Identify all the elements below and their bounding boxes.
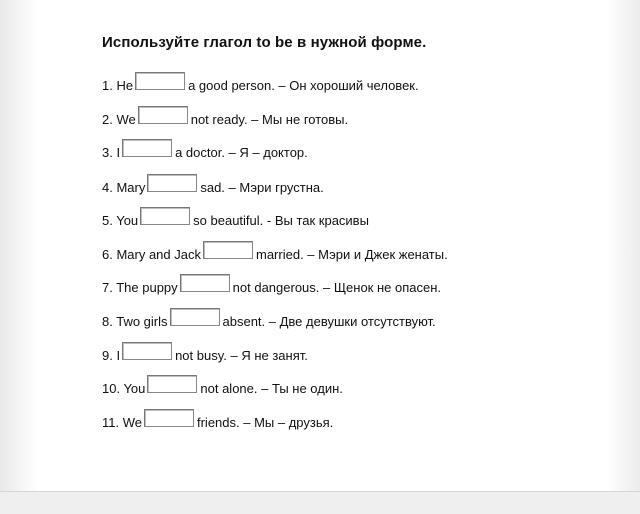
exercise-4-suffix: sad. – Мэри грустна. <box>200 180 324 195</box>
exercise-8 <box>102 308 436 329</box>
exercise-1-prefix: 1. He <box>102 78 134 93</box>
exercise-5-prefix: 5. You <box>102 213 139 228</box>
page-shadow-right <box>606 0 640 514</box>
exercise-5-answer-box[interactable] <box>140 207 190 225</box>
exercise-6-suffix: married. – Мэри и Джек женаты. <box>256 247 448 262</box>
page-title: Используйте глагол to be в нужной форме. <box>102 34 427 51</box>
exercise-4-prefix: 4. Mary <box>102 180 146 195</box>
exercise-8-prefix: 8. Two girls <box>102 314 168 329</box>
exercise-5 <box>102 207 369 228</box>
page-bottom-edge <box>0 491 640 514</box>
exercise-7-suffix: not dangerous. – Щенок не опасен. <box>232 280 442 295</box>
exercise-4 <box>102 174 324 195</box>
exercise-5-suffix: so beautiful. - Вы так красивы <box>193 213 369 228</box>
exercise-7-answer-box[interactable] <box>180 274 230 292</box>
exercise-3-suffix: a doctor. – Я – доктор. <box>175 145 308 160</box>
exercise-6-answer-box[interactable] <box>203 241 253 259</box>
exercise-10-prefix: 10. You <box>102 381 146 396</box>
exercise-6-prefix: 6. Mary and Jack <box>102 247 201 262</box>
exercise-4-answer-box[interactable] <box>147 174 197 192</box>
exercise-9-answer-box[interactable] <box>122 342 172 360</box>
exercise-6 <box>102 241 448 262</box>
exercise-8-answer-box[interactable] <box>170 308 220 326</box>
exercise-3-prefix: 3. I <box>102 145 121 160</box>
exercise-2-prefix: 2. We <box>102 112 136 127</box>
exercise-1-answer-box[interactable] <box>135 72 185 90</box>
exercise-9 <box>102 342 308 363</box>
exercise-8-suffix: absent. – Две девушки отсутствуют. <box>222 314 436 329</box>
exercise-11-suffix: friends. – Мы – друзья. <box>196 415 334 430</box>
exercise-7 <box>102 274 441 295</box>
exercise-9-prefix: 9. I <box>102 348 121 363</box>
exercise-7-prefix: 7. The puppy <box>102 280 178 295</box>
page-shadow-left <box>0 0 38 514</box>
exercise-3-answer-box[interactable] <box>122 139 172 157</box>
exercise-2-answer-box[interactable] <box>138 106 188 124</box>
exercise-1-suffix: a good person. – Он хороший человек. <box>188 78 419 93</box>
exercise-1 <box>102 72 419 93</box>
exercise-10-suffix: not alone. – Ты не один. <box>200 381 343 396</box>
exercise-9-suffix: not busy. – Я не занят. <box>175 348 308 363</box>
exercise-10-answer-box[interactable] <box>147 375 197 393</box>
exercise-10 <box>102 375 343 396</box>
exercise-11-prefix: 11. We <box>102 415 142 430</box>
exercise-11-answer-box[interactable] <box>144 409 194 427</box>
exercise-11 <box>102 409 333 430</box>
exercise-2-suffix: not ready. – Мы не готовы. <box>190 112 349 127</box>
exercise-2 <box>102 106 348 127</box>
exercise-3 <box>102 139 308 160</box>
